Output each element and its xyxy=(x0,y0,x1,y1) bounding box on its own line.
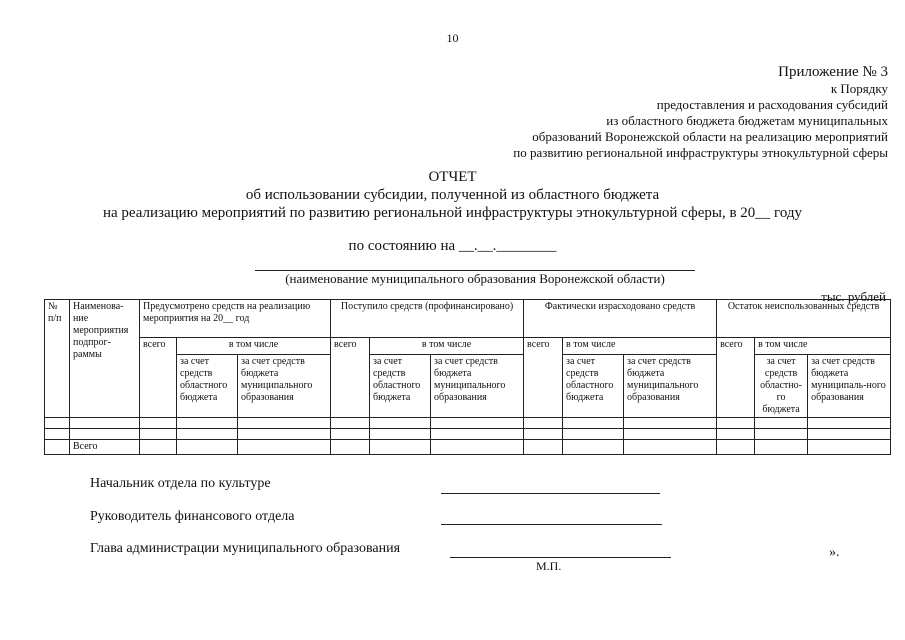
signature-line xyxy=(441,493,660,494)
col-name-header: Наименова-ние мероприятия подпрог-раммы xyxy=(70,300,140,418)
total-header: всего xyxy=(717,338,755,418)
appendix-line: к Порядку xyxy=(830,81,888,96)
report-heading: ОТЧЕТ xyxy=(428,169,477,185)
group-remaining-header: Остаток неиспользованных средств xyxy=(717,300,891,338)
including-header: в том числе xyxy=(370,338,524,355)
municipal-budget-header: за счет средств бюджета муниципального образования xyxy=(624,355,717,418)
table-row xyxy=(45,429,891,440)
municipality-caption: (наименование муниципального образования Воронежской области) xyxy=(285,271,665,286)
appendix-line: образований Воронежской области на реализацию мероприятий xyxy=(532,129,888,144)
regional-budget-header: за счет средств областного бюджета xyxy=(563,355,624,418)
municipal-budget-header: за счет средств бюджета муниципаль-ного образования xyxy=(808,355,891,418)
stamp-place-label: М.П. xyxy=(536,559,562,573)
closing-quote: ». xyxy=(829,545,840,560)
regional-budget-header: за счет средств областного бюджета xyxy=(370,355,431,418)
group-received-header: Поступило средств (профинансировано) xyxy=(331,300,524,338)
signature-line xyxy=(450,557,671,558)
including-header: в том числе xyxy=(177,338,331,355)
total-header: всего xyxy=(140,338,177,418)
as-of-date: по состоянию на __.__.________ xyxy=(348,238,557,254)
total-header: всего xyxy=(331,338,370,418)
report-title xyxy=(0,168,905,222)
municipal-budget-header: за счет средств бюджета муниципального образования xyxy=(431,355,524,418)
table-total-row xyxy=(45,440,891,455)
group-spent-header: Фактически израсходовано средств xyxy=(524,300,717,338)
regional-budget-header: за счет средств областного бюджета xyxy=(177,355,238,418)
appendix-line: из областного бюджета бюджетам муниципальных xyxy=(606,113,888,128)
including-header: в том числе xyxy=(563,338,717,355)
appendix-header xyxy=(513,64,888,161)
signature-culture-head: Начальник отдела по культуре xyxy=(90,476,271,491)
col-number-header: № п/п xyxy=(45,300,70,418)
total-header: всего xyxy=(524,338,563,418)
appendix-title: Приложение № 3 xyxy=(778,64,888,80)
signature-line xyxy=(441,524,662,525)
report-subtitle: на реализацию мероприятий по развитию региональной инфраструктуры этнокультурной сферы, в 20__ году xyxy=(102,205,803,221)
report-subtitle: об использовании субсидии, полученной из областного бюджета xyxy=(245,187,660,203)
units-label: тыс. рублей xyxy=(821,289,886,304)
page-number: 10 xyxy=(446,31,459,45)
report-table xyxy=(44,299,891,455)
appendix-line: предоставления и расходования субсидий xyxy=(656,97,888,112)
municipal-budget-header: за счет средств бюджета муниципального образования xyxy=(238,355,331,418)
total-row-label: Всего xyxy=(70,440,140,455)
signature-finance-head: Руководитель финансового отдела xyxy=(90,509,295,524)
signature-administration-head: Глава администрации муниципального образования xyxy=(90,541,401,556)
regional-budget-header: за счет средств областно-го бюджета xyxy=(755,355,808,418)
including-header: в том числе xyxy=(755,338,891,355)
table-row xyxy=(45,418,891,429)
appendix-line: по развитию региональной инфраструктуры этнокультурной сферы xyxy=(513,145,888,160)
group-planned-header: Предусмотрено средств на реализацию мероприятия на 20__ год xyxy=(140,300,331,338)
